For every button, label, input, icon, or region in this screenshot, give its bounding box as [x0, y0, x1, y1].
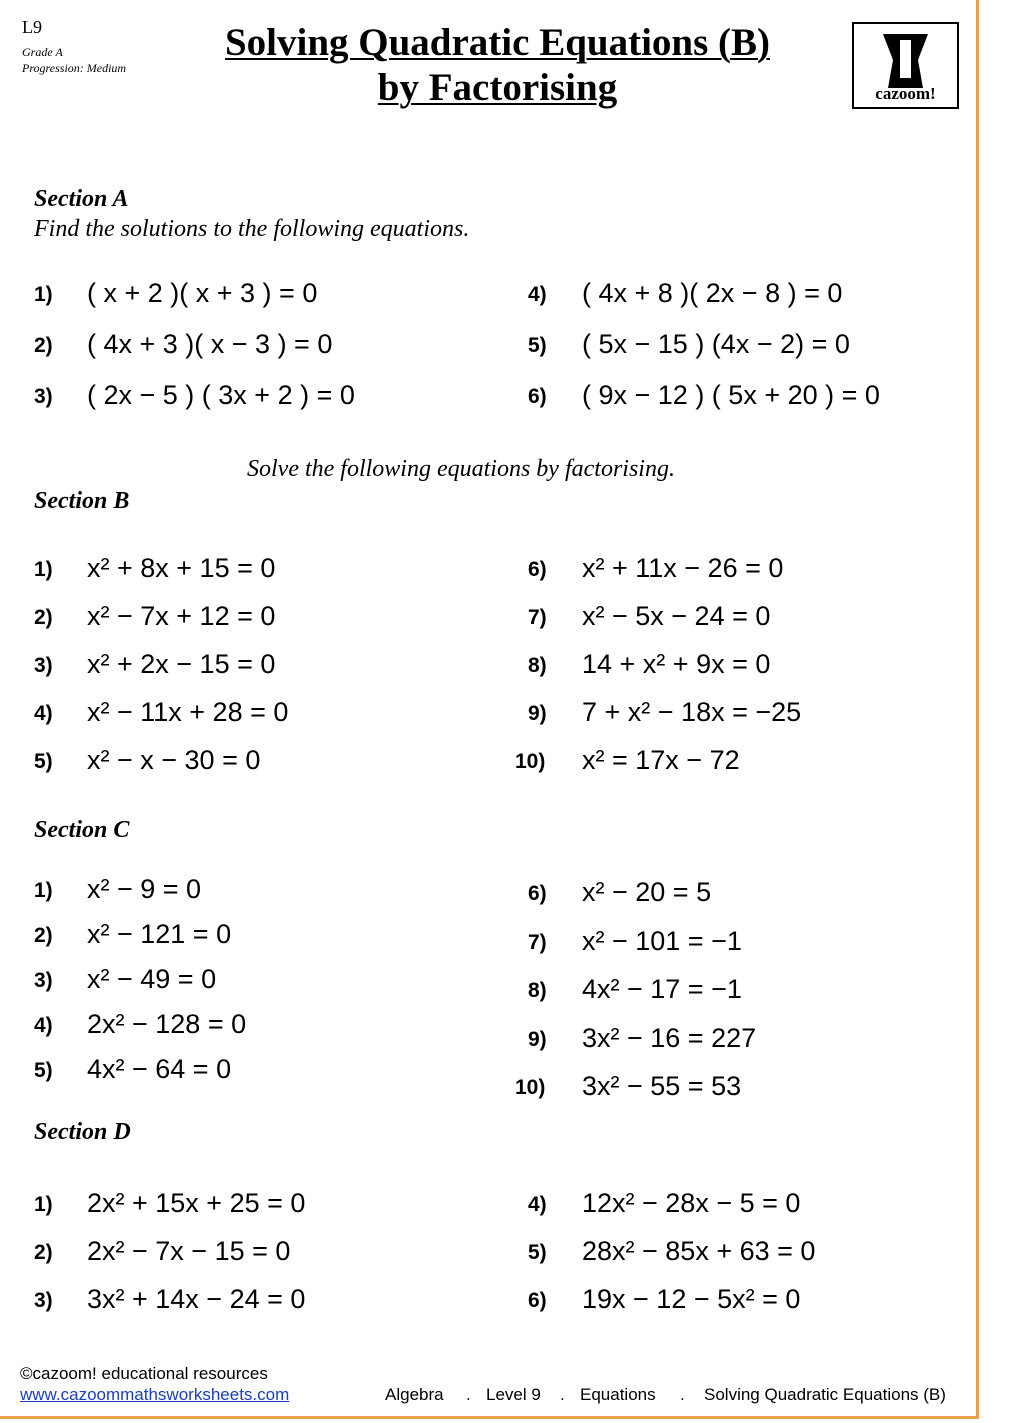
equation: x² − 5x − 24 = 0: [582, 601, 771, 631]
question-number: 3): [34, 654, 53, 677]
question-number: 8): [528, 654, 547, 677]
section-d-title: Section D: [34, 1119, 131, 1145]
equation: x² − 49 = 0: [87, 964, 217, 994]
breadcrumb-item: Equations: [580, 1385, 656, 1404]
equation: ( 9x − 12 ) ( 5x + 20 ) = 0: [582, 380, 880, 410]
section-b-instruction: Solve the following equations by factorising.: [247, 456, 675, 482]
section-a-title: Section A: [34, 186, 129, 212]
question-number: 1): [34, 879, 53, 902]
equation: 3x² − 55 = 53: [582, 1071, 742, 1101]
question-number: 5): [34, 750, 53, 773]
equation: 2x² − 128 = 0: [87, 1009, 247, 1039]
question-number: 4): [528, 1193, 547, 1216]
question-number: 6): [528, 385, 547, 408]
question-number: 9): [528, 702, 547, 725]
question-number: 3): [34, 385, 53, 408]
equation: 14 + x² + 9x = 0: [582, 649, 771, 679]
question-number: 2): [34, 606, 53, 629]
equation: 2x² − 7x − 15 = 0: [87, 1236, 291, 1266]
equation: 4x² − 17 = −1: [582, 974, 742, 1004]
question-number: 4): [34, 702, 53, 725]
question-number: 7): [528, 606, 547, 629]
question-number: 5): [528, 334, 547, 357]
question-number: 4): [34, 1014, 53, 1037]
equation: 28x² − 85x + 63 = 0: [582, 1236, 816, 1266]
equation: 4x² − 64 = 0: [87, 1054, 232, 1084]
breadcrumb-separator: .: [466, 1385, 471, 1404]
equation: x² + 8x + 15 = 0: [87, 553, 276, 583]
equation: 3x² + 14x − 24 = 0: [87, 1284, 306, 1314]
equation: x² = 17x − 72: [582, 745, 740, 775]
equation: x² − 11x + 28 = 0: [87, 697, 289, 727]
question-number: 3): [34, 1289, 53, 1312]
question-number: 2): [34, 924, 53, 947]
equation: 7 + x² − 18x = −25: [582, 697, 802, 727]
equation: x² − x − 30 = 0: [87, 745, 261, 775]
question-number: 2): [34, 334, 53, 357]
equation: x² − 7x + 12 = 0: [87, 601, 276, 631]
equation: x² − 9 = 0: [87, 874, 202, 904]
breadcrumb-separator: .: [560, 1385, 565, 1404]
question-number: 1): [34, 558, 53, 581]
breadcrumb-item: Level 9: [486, 1385, 541, 1404]
question-number: 1): [34, 1193, 53, 1216]
question-number: 6): [528, 882, 547, 905]
question-number: 9): [528, 1027, 547, 1051]
title-line-1: Solving Quadratic Equations (B): [224, 21, 771, 64]
question-number: 10): [515, 1076, 546, 1099]
equation: x² + 2x − 15 = 0: [87, 649, 276, 679]
page-title: [165, 20, 830, 110]
question-number: 1): [34, 283, 53, 306]
breadcrumb-separator: .: [680, 1385, 685, 1404]
equation: 19x − 12 − 5x² = 0: [582, 1284, 801, 1314]
vase-icon: [854, 30, 957, 92]
equation: ( 4x + 8 )( 2x − 8 ) = 0: [582, 278, 843, 308]
breadcrumb-item: Algebra: [385, 1385, 444, 1404]
section-c-title: Section C: [34, 817, 130, 843]
equation: x² − 121 = 0: [87, 919, 232, 949]
question-number: 3): [34, 969, 53, 992]
section-b-title: Section B: [34, 488, 130, 514]
grade-label: Grade A: [22, 45, 63, 59]
equation: 2x² + 15x + 25 = 0: [87, 1188, 306, 1218]
equation: 12x² − 28x − 5 = 0: [582, 1188, 801, 1218]
equation: 3x² − 16 = 227: [582, 1022, 757, 1053]
question-number: 10): [515, 750, 546, 773]
logo-text: cazoom!: [875, 84, 936, 103]
equation: x² − 20 = 5: [582, 877, 712, 907]
title-line-2: by Factorising: [377, 66, 618, 109]
question-number: 7): [528, 930, 547, 954]
level-label: L9: [22, 17, 42, 37]
question-number: 6): [528, 558, 547, 581]
breadcrumb-item: Solving Quadratic Equations (B): [704, 1385, 946, 1404]
question-number: 2): [34, 1241, 53, 1264]
section-a-instruction: Find the solutions to the following equations.: [34, 216, 470, 242]
equation: ( x + 2 )( x + 3 ) = 0: [87, 278, 318, 308]
footer-link[interactable]: www.cazoommathsworksheets.com: [20, 1385, 290, 1404]
equation: ( 4x + 3 )( x − 3 ) = 0: [87, 329, 333, 359]
equation: ( 5x − 15 ) (4x − 2) = 0: [582, 329, 850, 359]
question-number: 5): [34, 1059, 53, 1082]
cazoom-logo: [852, 22, 959, 109]
question-number: 4): [528, 283, 547, 306]
question-number: 5): [528, 1241, 547, 1264]
equation: x² + 11x − 26 = 0: [582, 553, 784, 583]
progression-label: Progression: Medium: [22, 61, 127, 75]
question-number: 6): [528, 1289, 547, 1312]
equation: ( 2x − 5 ) ( 3x + 2 ) = 0: [87, 380, 355, 410]
equation: x² − 101 = −1: [582, 925, 742, 956]
question-number: 8): [528, 979, 547, 1002]
footer-copyright: ©cazoom! educational resources: [20, 1364, 268, 1383]
